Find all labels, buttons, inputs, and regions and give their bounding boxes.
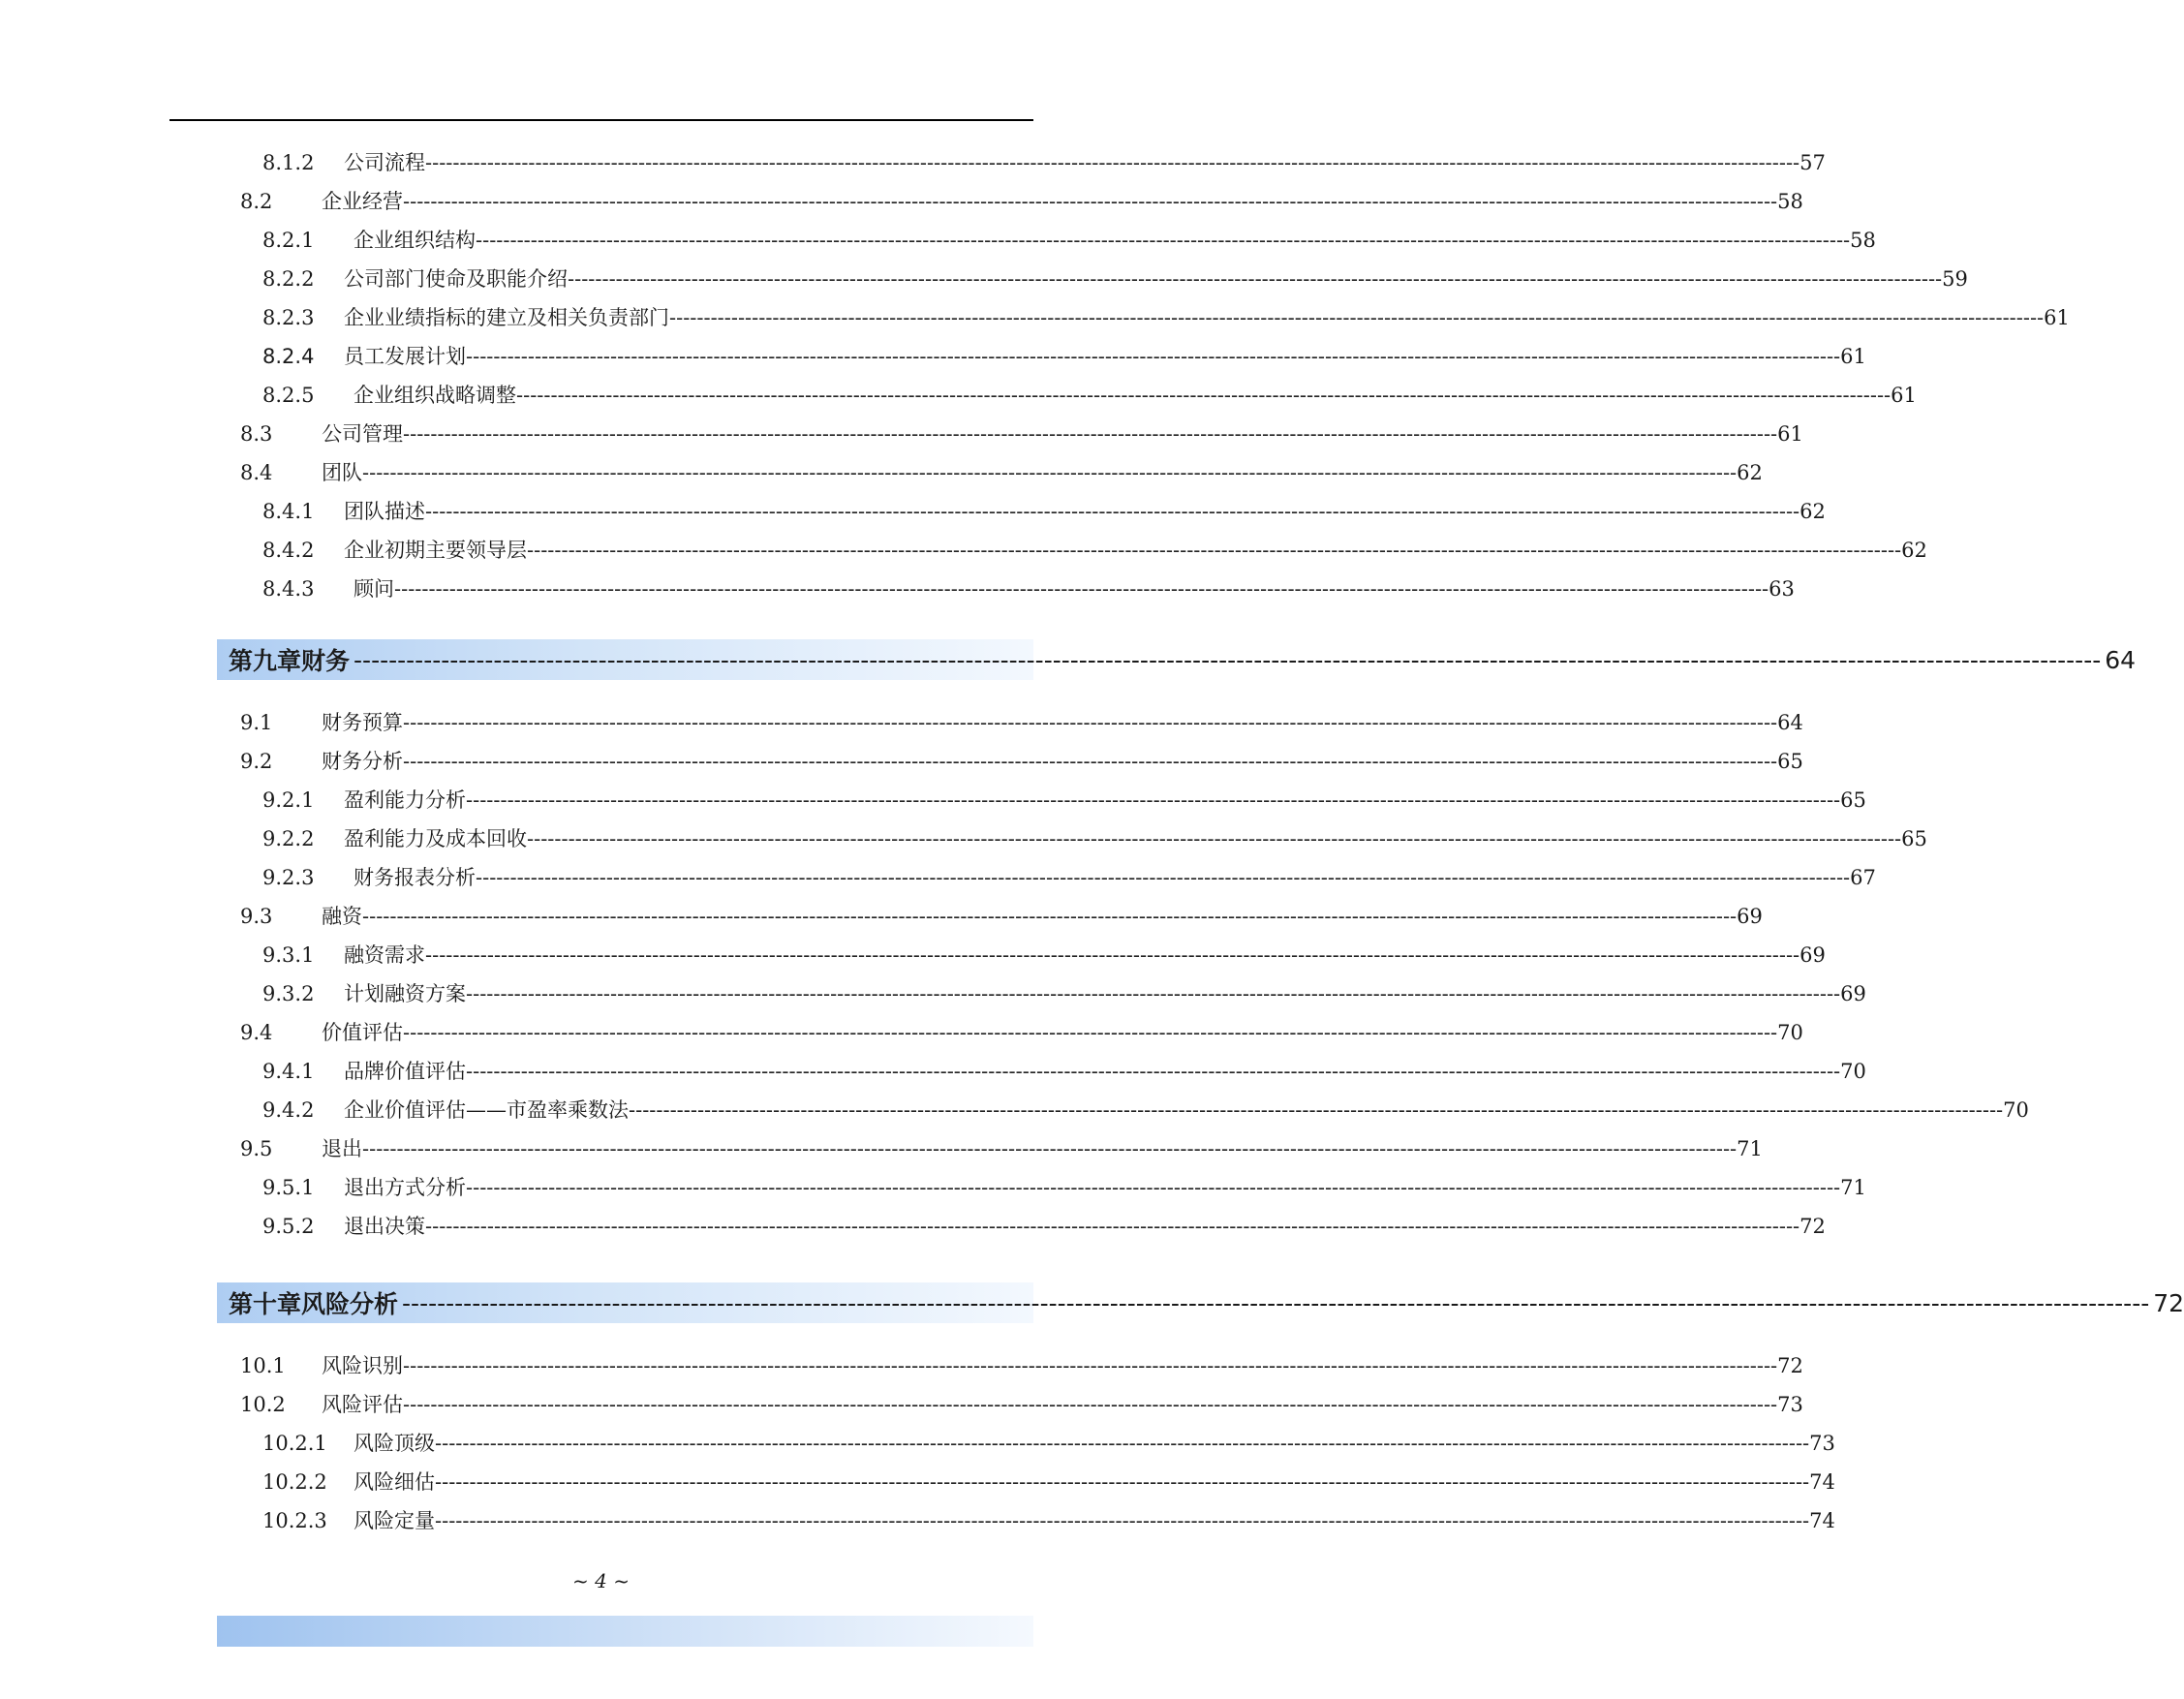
dot-leader: -------------------------------------------------------------------------------------------------------------------------------------------------------------------------------------------------------- (362, 905, 1738, 928)
dot-leader: -------------------------------------------------------------------------------------------------------------------------------------------------------------------------------------------------------- (403, 711, 1778, 734)
chapter-title: 风险分析 (301, 1290, 399, 1318)
toc-entry-number: 8.1.2 (262, 151, 315, 174)
toc-entry-number: 9.2.2 (262, 827, 315, 850)
toc-entry-title: 财务分析 (322, 750, 403, 773)
toc-entry-page: 72 (1799, 1215, 1826, 1238)
toc-entry-number: 8.2.3 (262, 306, 315, 329)
toc-entry-page: 61 (1840, 345, 1866, 368)
toc-entry-title: 风险定量 (354, 1509, 435, 1532)
toc-entry-number: 8.2.4 (262, 345, 315, 368)
dot-leader: -------------------------------------------------------------------------------------------------------------------------------------------------------------------------------------------------------- (568, 267, 1943, 291)
toc-entry-page: 65 (1840, 788, 1866, 812)
toc-entry-page: 59 (1942, 267, 1968, 291)
toc-entry[interactable] (262, 1463, 1835, 1501)
dot-leader: -------------------------------------------------------------------------------------------------------------------------------------------------------------------------------------------------------- (403, 1354, 1778, 1377)
toc-entry-title: 盈利能力分析 (344, 788, 466, 812)
toc-entry-page: 71 (1737, 1137, 1763, 1160)
toc-entry-page: 61 (1777, 422, 1803, 446)
page-number: ~ 4 ~ (572, 1569, 630, 1592)
dot-leader: -------------------------------------------------------------------------------------------------------------------------------------------------------------------------------------------------------- (425, 1215, 1800, 1238)
dot-leader: -------------------------------------------------------------------------------------------------------------------------------------------------------------------------------------------------------- (425, 500, 1800, 523)
toc-entry-number: 9.2.3 (262, 866, 315, 889)
toc-entry[interactable] (262, 221, 1876, 260)
dot-leader: -------------------------------------------------------------------------------------------------------------------------------------------------------------------------------------------------------- (354, 645, 2102, 674)
toc-entry-title: 风险细估 (354, 1470, 435, 1494)
toc-entry[interactable] (240, 415, 1803, 453)
dot-leader: -------------------------------------------------------------------------------------------------------------------------------------------------------------------------------------------------------- (466, 982, 1841, 1005)
toc-entry-title: 融资 (322, 905, 362, 928)
toc-entry[interactable] (262, 1207, 1826, 1246)
toc-entry-number: 8.4 (240, 461, 273, 484)
toc-entry-number: 8.4.1 (262, 500, 315, 523)
toc-entry-number: 10.2.1 (262, 1432, 327, 1455)
toc-entry-number: 8.4.3 (262, 577, 315, 601)
dot-leader: -------------------------------------------------------------------------------------------------------------------------------------------------------------------------------------------------------- (466, 788, 1841, 812)
chapter-label: 第十章 (229, 1290, 302, 1318)
toc-entry-page: 62 (1799, 500, 1826, 523)
toc-entry[interactable] (240, 703, 1803, 742)
toc-entry-page: 71 (1840, 1176, 1866, 1199)
toc-entry-title: 团队描述 (344, 500, 425, 523)
dot-leader: -------------------------------------------------------------------------------------------------------------------------------------------------------------------------------------------------------- (362, 461, 1738, 484)
toc-entry-title: 盈利能力及成本回收 (344, 827, 527, 850)
toc-entry-number: 9.5.2 (262, 1215, 315, 1238)
chapter-page: 72 (2153, 1288, 2184, 1317)
toc-entry-title: 企业组织结构 (354, 229, 476, 252)
dot-leader: -------------------------------------------------------------------------------------------------------------------------------------------------------------------------------------------------------- (516, 384, 1892, 407)
toc-entry-number: 8.2.5 (262, 384, 315, 407)
toc-entry-number: 9.3.2 (262, 982, 315, 1005)
toc-entry-page: 63 (1769, 577, 1795, 601)
toc-entry-number: 9.3.1 (262, 943, 315, 967)
toc-entry-title: 品牌价值评估 (344, 1060, 466, 1083)
toc-entry-page: 57 (1799, 151, 1826, 174)
toc-entry-title: 风险评估 (322, 1393, 403, 1416)
toc-entry-page: 62 (1901, 539, 1927, 562)
toc-entry-page: 61 (1891, 384, 1917, 407)
dot-leader: -------------------------------------------------------------------------------------------------------------------------------------------------------------------------------------------------------- (403, 190, 1778, 213)
dot-leader: -------------------------------------------------------------------------------------------------------------------------------------------------------------------------------------------------------- (476, 229, 1851, 252)
toc-entry-number: 10.2 (240, 1393, 286, 1416)
chapter-heading-9[interactable] (217, 639, 2137, 680)
toc-entry-page: 73 (1809, 1432, 1835, 1455)
toc-entry-number: 8.2 (240, 190, 273, 213)
toc-entry-number: 8.2.2 (262, 267, 315, 291)
toc-entry-page: 61 (2044, 306, 2070, 329)
toc-entry[interactable] (240, 1346, 1803, 1385)
chapter-page: 64 (2105, 645, 2137, 674)
toc-entry[interactable] (262, 819, 1927, 858)
dot-leader: -------------------------------------------------------------------------------------------------------------------------------------------------------------------------------------------------------- (669, 306, 2045, 329)
toc-entry[interactable] (262, 531, 1927, 570)
toc-entry[interactable] (240, 1013, 1803, 1052)
dot-leader: -------------------------------------------------------------------------------------------------------------------------------------------------------------------------------------------------------- (476, 866, 1851, 889)
toc-entry[interactable] (262, 492, 1826, 531)
toc-entry-number: 9.4.2 (262, 1098, 315, 1122)
toc-entry-page: 58 (1850, 229, 1876, 252)
chapter-heading-10[interactable] (217, 1282, 2184, 1323)
toc-entry-number: 8.4.2 (262, 539, 315, 562)
toc-entry-number: 10.2.2 (262, 1470, 327, 1494)
toc-entry-title: 企业初期主要领导层 (344, 539, 527, 562)
toc-entry-page: 69 (1737, 905, 1763, 928)
dot-leader: -------------------------------------------------------------------------------------------------------------------------------------------------------------------------------------------------------- (435, 1470, 1810, 1494)
toc-entry-page: 67 (1850, 866, 1876, 889)
toc-entry-page: 69 (1840, 982, 1866, 1005)
chapter-label: 第九章 (229, 647, 302, 675)
dot-leader: -------------------------------------------------------------------------------------------------------------------------------------------------------------------------------------------------------- (403, 422, 1778, 446)
toc-entry-title: 退出 (322, 1137, 362, 1160)
toc-entry-number: 9.2.1 (262, 788, 315, 812)
chapter-title: 财务 (301, 647, 351, 675)
toc-entry-title: 计划融资方案 (344, 982, 466, 1005)
dot-leader: -------------------------------------------------------------------------------------------------------------------------------------------------------------------------------------------------------- (527, 539, 1902, 562)
toc-entry[interactable] (262, 260, 1968, 298)
toc-entry-title: 退出方式分析 (344, 1176, 466, 1199)
toc-entry-number: 9.4 (240, 1021, 273, 1044)
dot-leader: -------------------------------------------------------------------------------------------------------------------------------------------------------------------------------------------------------- (403, 1393, 1778, 1416)
toc-entry[interactable] (262, 781, 1866, 819)
toc-entry-title: 风险识别 (322, 1354, 403, 1377)
toc-entry-page: 70 (2003, 1098, 2029, 1122)
dot-leader: -------------------------------------------------------------------------------------------------------------------------------------------------------------------------------------------------------- (362, 1137, 1738, 1160)
toc-entry-page: 74 (1809, 1470, 1835, 1494)
toc-entry-number: 8.3 (240, 422, 273, 446)
toc-entry-title: 风险顶级 (354, 1432, 435, 1455)
toc-entry[interactable] (262, 1052, 1866, 1091)
toc-entry-title: 公司流程 (344, 151, 425, 174)
toc-entry[interactable] (240, 453, 1763, 492)
toc-entry[interactable] (240, 897, 1763, 936)
toc-entry-page: 65 (1901, 827, 1927, 850)
toc-entry[interactable] (240, 742, 1803, 781)
toc-entry-number: 10.1 (240, 1354, 286, 1377)
toc-entry-number: 9.1 (240, 711, 273, 734)
toc-entry[interactable] (240, 182, 1803, 221)
toc-entry-title: 公司部门使命及职能介绍 (344, 267, 568, 291)
toc-entry-title: 团队 (322, 461, 362, 484)
toc-entry-page: 72 (1777, 1354, 1803, 1377)
toc-entry-page: 64 (1777, 711, 1803, 734)
toc-entry-title: 员工发展计划 (344, 345, 466, 368)
toc-entry[interactable] (262, 143, 1826, 182)
dot-leader: -------------------------------------------------------------------------------------------------------------------------------------------------------------------------------------------------------- (435, 1509, 1810, 1532)
dot-leader: -------------------------------------------------------------------------------------------------------------------------------------------------------------------------------------------------------- (435, 1432, 1810, 1455)
toc-entry[interactable] (262, 974, 1866, 1013)
toc-entry-number: 8.2.1 (262, 229, 315, 252)
footer-band (217, 1616, 1033, 1647)
toc-entry[interactable] (262, 1501, 1835, 1540)
toc-entry[interactable] (262, 298, 2070, 337)
toc-entry[interactable] (262, 570, 1795, 608)
toc-entry-page: 65 (1777, 750, 1803, 773)
dot-leader: -------------------------------------------------------------------------------------------------------------------------------------------------------------------------------------------------------- (466, 345, 1841, 368)
dot-leader: -------------------------------------------------------------------------------------------------------------------------------------------------------------------------------------------------------- (394, 577, 1769, 601)
toc-entry-title: 价值评估 (322, 1021, 403, 1044)
toc-entry-title: 融资需求 (344, 943, 425, 967)
toc-entry-page: 62 (1737, 461, 1763, 484)
toc-entry[interactable] (262, 858, 1876, 897)
dot-leader: -------------------------------------------------------------------------------------------------------------------------------------------------------------------------------------------------------- (403, 1021, 1778, 1044)
dot-leader: -------------------------------------------------------------------------------------------------------------------------------------------------------------------------------------------------------- (402, 1288, 2150, 1317)
toc-entry-title: 企业价值评估——市盈率乘数法 (344, 1098, 629, 1122)
dot-leader: -------------------------------------------------------------------------------------------------------------------------------------------------------------------------------------------------------- (629, 1098, 2004, 1122)
toc-entry-title: 企业经营 (322, 190, 403, 213)
toc-entry-title: 顾问 (354, 577, 394, 601)
toc-entry-page: 69 (1799, 943, 1826, 967)
toc-entry-page: 70 (1777, 1021, 1803, 1044)
dot-leader: -------------------------------------------------------------------------------------------------------------------------------------------------------------------------------------------------------- (527, 827, 1902, 850)
toc-entry[interactable] (262, 936, 1826, 974)
toc-entry-page: 58 (1777, 190, 1803, 213)
toc-entry-title: 退出决策 (344, 1215, 425, 1238)
toc-entry-title: 财务预算 (322, 711, 403, 734)
toc-entry[interactable] (262, 1424, 1835, 1463)
toc-entry-number: 9.2 (240, 750, 273, 773)
toc-entry-number: 9.3 (240, 905, 273, 928)
toc-entry-title: 企业组织战略调整 (354, 384, 516, 407)
dot-leader: -------------------------------------------------------------------------------------------------------------------------------------------------------------------------------------------------------- (425, 943, 1800, 967)
toc-entry-title: 公司管理 (322, 422, 403, 446)
toc-entry-page: 70 (1840, 1060, 1866, 1083)
toc-entry-title: 企业业绩指标的建立及相关负责部门 (344, 306, 669, 329)
toc-entry-number: 9.4.1 (262, 1060, 315, 1083)
toc-entry-page: 74 (1809, 1509, 1835, 1532)
toc-entry-page: 73 (1777, 1393, 1803, 1416)
dot-leader: -------------------------------------------------------------------------------------------------------------------------------------------------------------------------------------------------------- (466, 1060, 1841, 1083)
toc-entry-number: 9.5.1 (262, 1176, 315, 1199)
toc-entry[interactable] (262, 337, 1866, 376)
header-rule (169, 119, 1033, 121)
toc-entry[interactable] (240, 1385, 1803, 1424)
dot-leader: -------------------------------------------------------------------------------------------------------------------------------------------------------------------------------------------------------- (466, 1176, 1841, 1199)
toc-entry[interactable] (262, 376, 1917, 415)
toc-entry-title: 财务报表分析 (354, 866, 476, 889)
toc-entry-number: 9.5 (240, 1137, 273, 1160)
toc-entry-number: 10.2.3 (262, 1509, 327, 1532)
toc-entry[interactable] (262, 1168, 1866, 1207)
toc-entry[interactable] (262, 1091, 2029, 1129)
toc-entry[interactable] (240, 1129, 1763, 1168)
dot-leader: -------------------------------------------------------------------------------------------------------------------------------------------------------------------------------------------------------- (425, 151, 1800, 174)
dot-leader: -------------------------------------------------------------------------------------------------------------------------------------------------------------------------------------------------------- (403, 750, 1778, 773)
